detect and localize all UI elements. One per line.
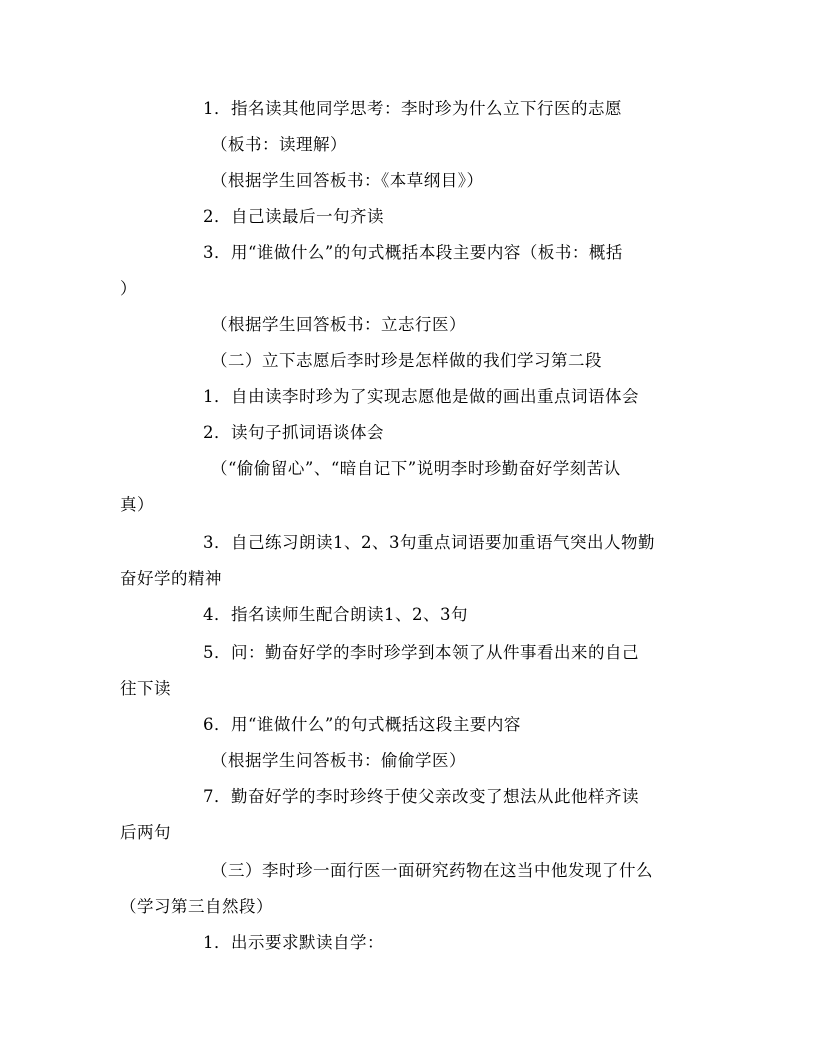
text-line: 2．自己读最后一句齐读	[203, 207, 384, 226]
text-line: （二）立下志愿后李时珍是怎样做的我们学习第二段	[211, 351, 602, 370]
text-line: （板书：读理解）	[211, 135, 347, 154]
text-line: 6．用“谁做什么”的句式概括这段主要内容	[203, 715, 521, 734]
text-line: （根据学生问答板书：偷偷学医）	[211, 751, 466, 770]
text-line: （根据学生回答板书：《本草纲目》）	[211, 171, 484, 190]
text-line: 4．指名读师生配合朗读1、2、3句	[203, 605, 468, 624]
text-line: 3．用“谁做什么”的句式概括本段主要内容（板书：概括	[203, 243, 623, 262]
text-line: 奋好学的精神	[120, 569, 222, 588]
text-line: 1．指名读其他同学思考：李时珍为什么立下行医的志愿	[203, 99, 622, 118]
text-line: （学习第三自然段）	[120, 897, 273, 916]
text-line: 往下读	[120, 679, 171, 698]
text-line: 1．自由读李时珍为了实现志愿他是做的画出重点词语体会	[203, 387, 639, 406]
text-line: ）	[120, 279, 137, 298]
text-line: （“偷偷留心”、“暗自记下”说明李时珍勤奋好学刻苦认	[211, 459, 621, 478]
text-line: （三）李时珍一面行医一面研究药物在这当中他发现了什么	[211, 861, 653, 880]
text-line: 2．读句子抓词语谈体会	[203, 423, 384, 442]
text-line: 7．勤奋好学的李时珍终于使父亲改变了想法从此他样齐读	[203, 787, 639, 806]
text-line: 真）	[120, 495, 154, 514]
text-line: 5．问：勤奋好学的李时珍学到本领了从件事看出来的自己	[203, 643, 639, 662]
text-line: 3．自己练习朗读1、2、3句重点词语要加重语气突出人物勤	[203, 533, 655, 552]
text-line: （根据学生回答板书：立志行医）	[211, 315, 466, 334]
text-line: 1．出示要求默读自学：	[203, 933, 384, 952]
text-line: 后两句	[120, 823, 171, 842]
